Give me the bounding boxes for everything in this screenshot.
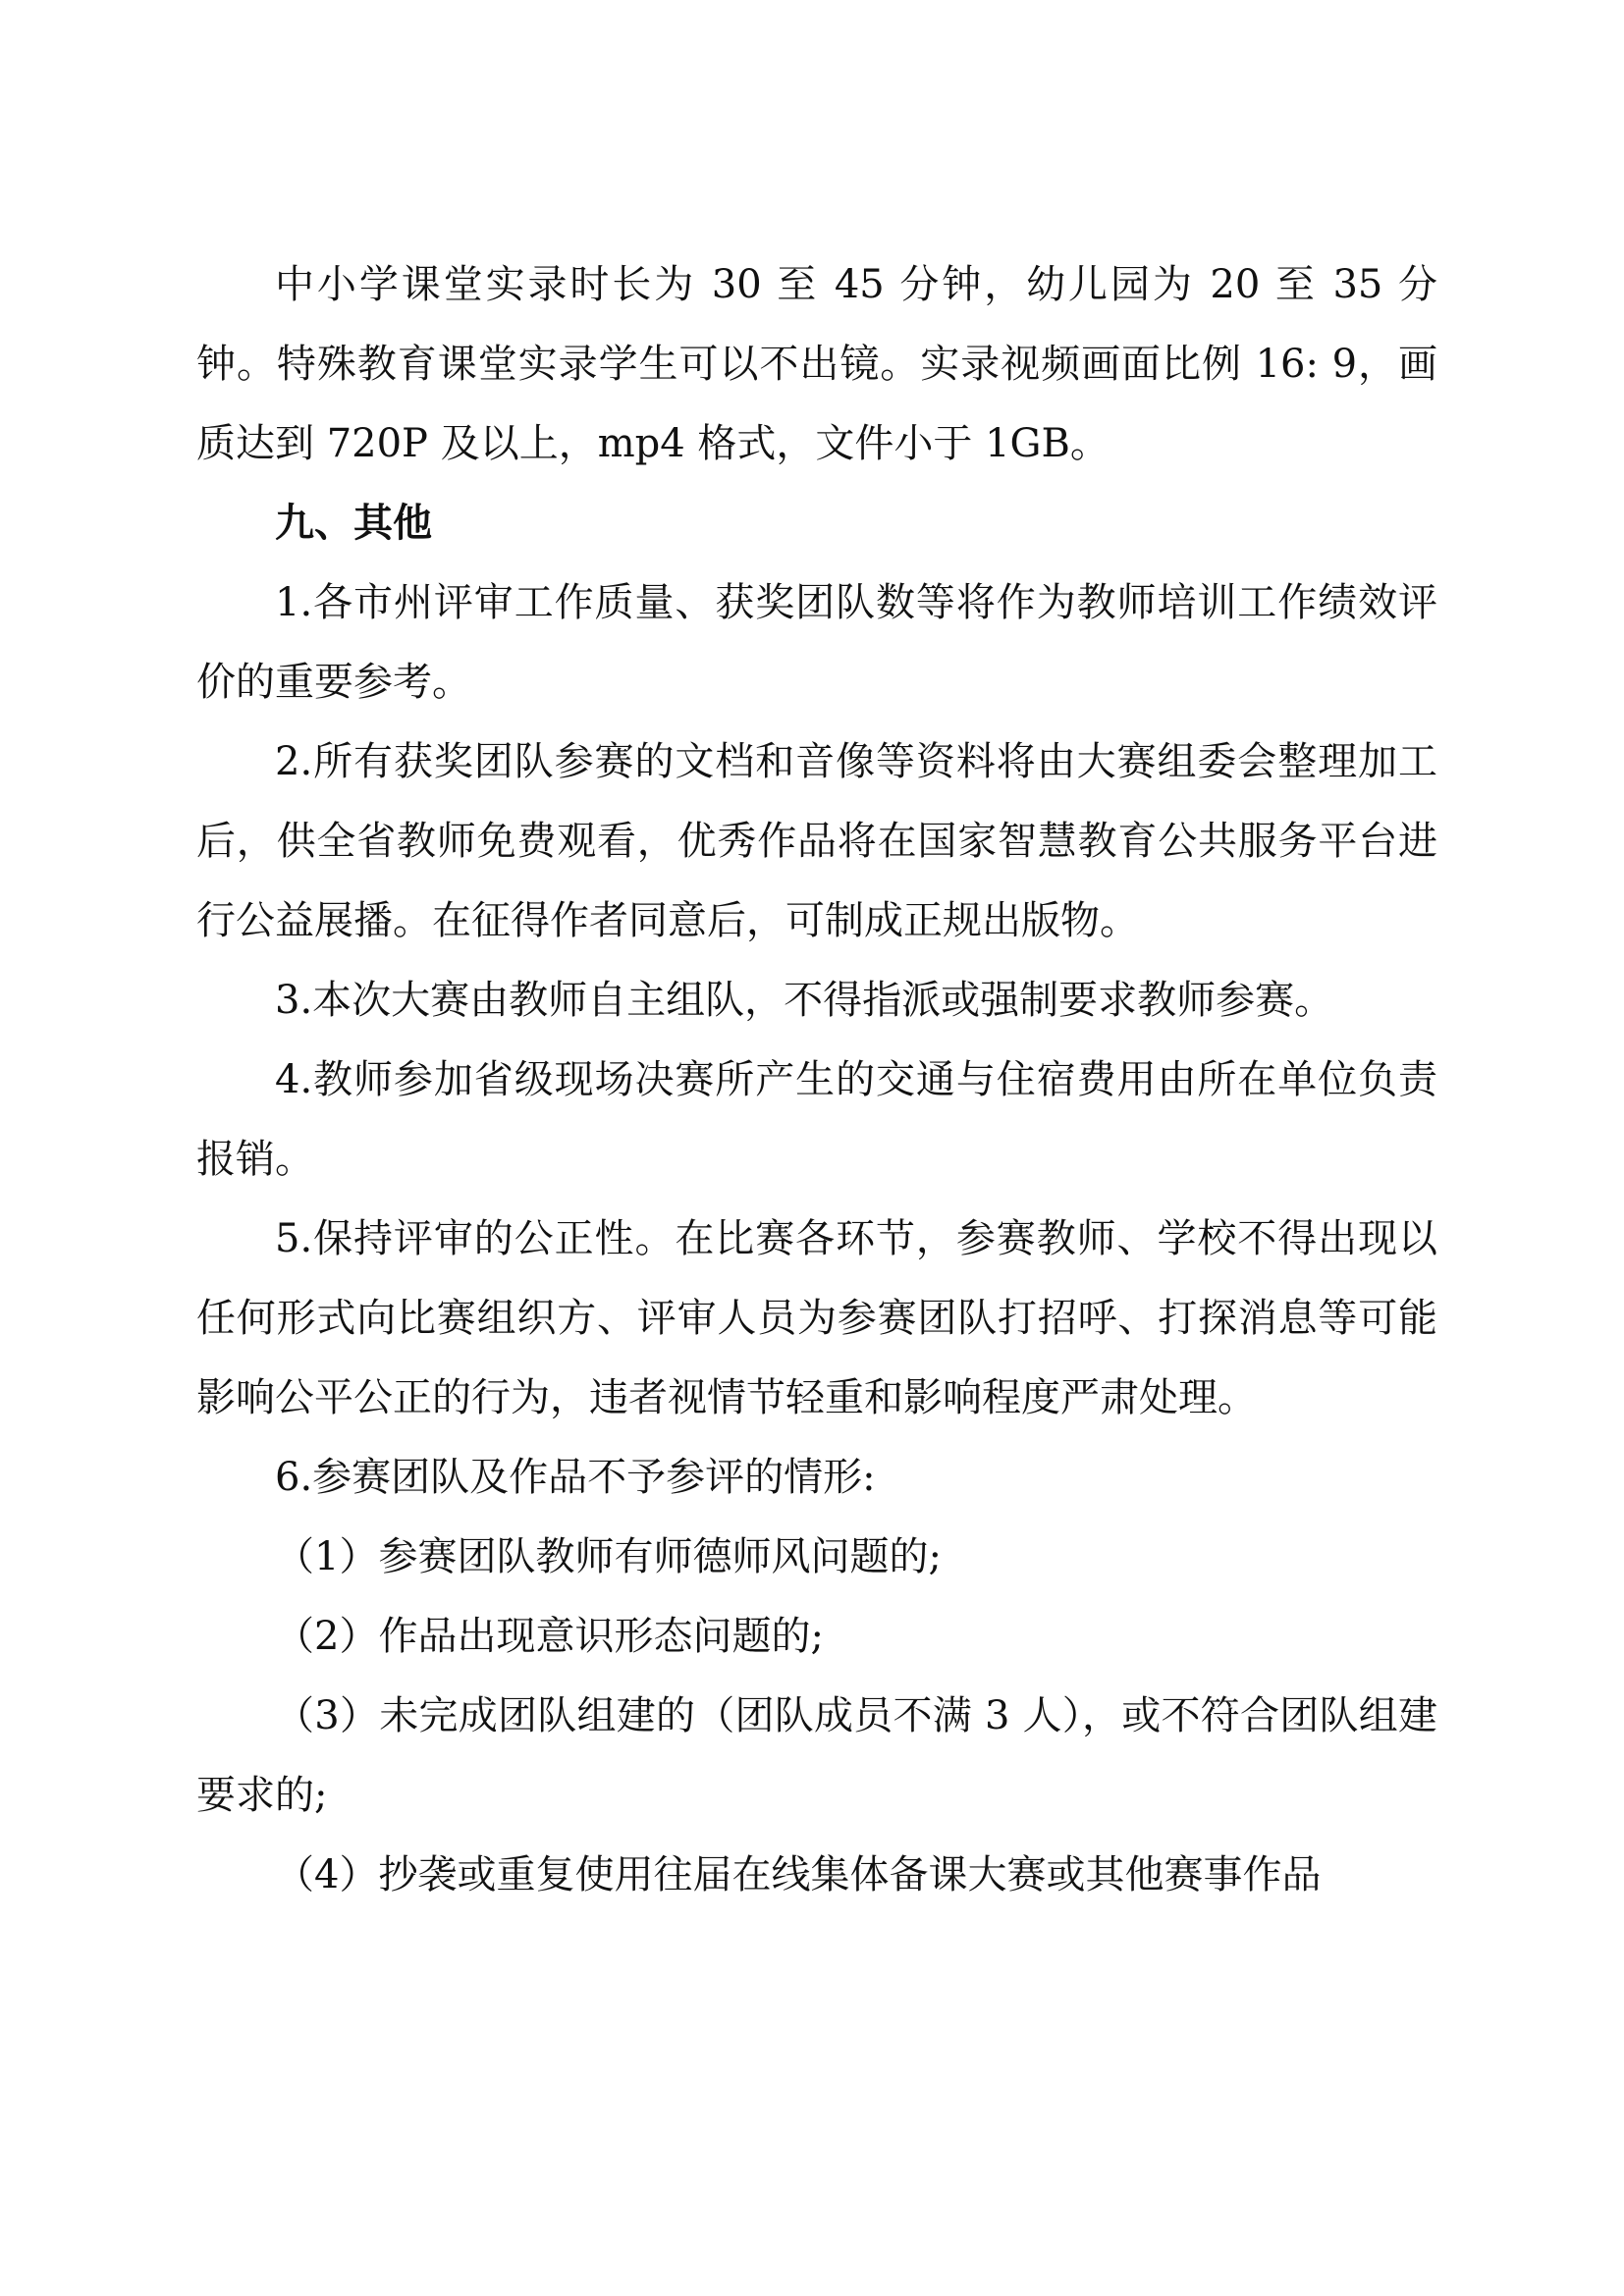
sub-item-4: （4）抄袭或重复使用往届在线集体备课大赛或其他赛事作品 <box>275 1852 1322 1897</box>
sub-item-3: （3）未完成团队组建的（团队成员不满 3 人），或不符合团队组建要求的; <box>196 1693 1437 1818</box>
paragraph-item-2: 2.所有获奖团队参赛的文档和音像等资料将由大赛组委会整理加工后，供全省教师免费观看，优秀作品将在国家智慧教育公共服务平台进行公益展播。在征得作者同意后，可制成正规出版物。 <box>196 739 1437 943</box>
sub-item-1: （1）参赛团队教师有师德师风问题的; <box>275 1534 942 1579</box>
document-body <box>196 245 1437 1915</box>
sub-item-2: （2）作品出现意识形态问题的; <box>275 1614 824 1659</box>
paragraph-item-1: 1.各市州评审工作质量、获奖团队数等将作为教师培训工作绩效评价的重要参考。 <box>196 580 1437 705</box>
paragraph-item-6: 6.参赛团队及作品不予参评的情形: <box>275 1455 876 1500</box>
paragraph-item-4: 4.教师参加省级现场决赛所产生的交通与住宿费用由所在单位负责报销。 <box>196 1057 1437 1182</box>
paragraph-item-3: 3.本次大赛由教师自主组队，不得指派或强制要求教师参赛。 <box>275 978 1334 1023</box>
section-heading-other: 九、其他 <box>275 501 432 546</box>
paragraph-item-5: 5.保持评审的公正性。在比赛各环节，参赛教师、学校不得出现以任何形式向比赛组织方、评审人员为参赛团队打招呼、打探消息等可能影响公平公正的行为，违者视情节轻重和影响程度严肃处理。 <box>196 1216 1437 1420</box>
paragraph-video-requirements: 中小学课堂实录时长为 30 至 45 分钟，幼儿园为 20 至 35 分钟。特殊教育课堂实录学生可以不出镜。实录视频画面比例 16: 9，画质达到 720P 及以上，mp4 格式，文件小于 1GB。 <box>196 262 1437 466</box>
